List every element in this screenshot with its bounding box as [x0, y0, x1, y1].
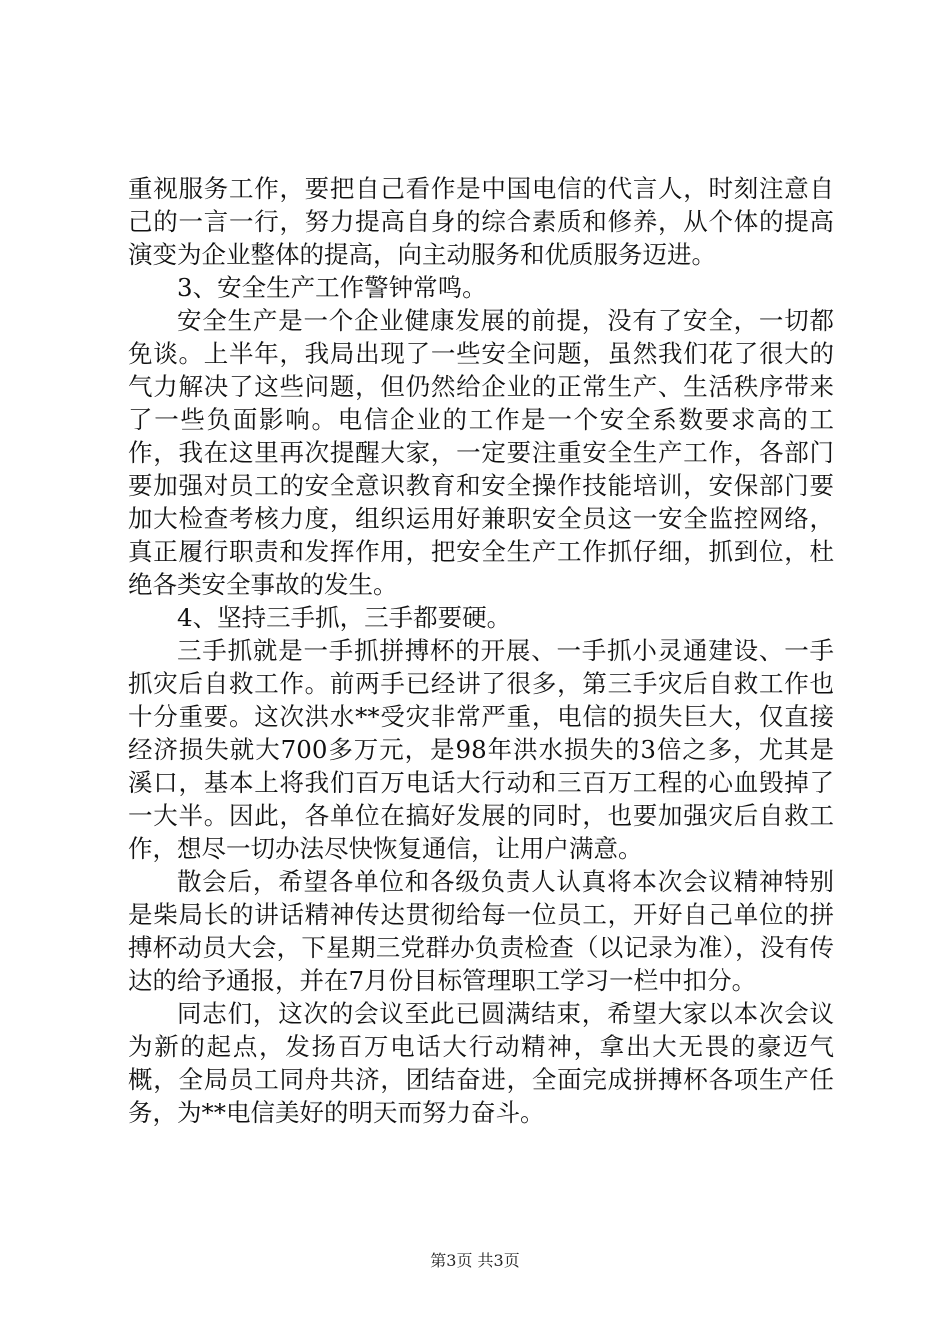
paragraph-three-hands: 三手抓就是一手抓拼搏杯的开展、一手抓小灵通建设、一手抓灾后自救工作。前两手已经讲了很多，第三手灾后自救工作也十分重要。这次洪水**受灾非常严重，电信的损失巨大，仅直接经济损失就大700多万元，是98年洪水损失的3倍之多，尤其是溪口，基本上将我们百万电话大行动和三百万工程的心血毁掉了一大半。因此，各单位在搞好发展的同时，也要加强灾后自救工作，想尽一切办法尽快恢复通信，让用户满意。 [128, 636, 834, 863]
paragraph-continued: 重视服务工作，要把自己看作是中国电信的代言人，时刻注意自己的一言一行，努力提高自身的综合素质和修养，从个体的提高演变为企业整体的提高，向主动服务和优质服务迈进。 [128, 174, 834, 269]
page-footer: 第3页 共3页 [430, 1251, 520, 1270]
document-body [128, 172, 834, 1129]
section-heading-4: 4、坚持三手抓，三手都要硬。 [177, 603, 512, 632]
paragraph-safety: 安全生产是一个企业健康发展的前提，没有了安全，一切都免谈。上半年，我局出现了一些安全问题，虽然我们花了很大的气力解决了这些问题，但仍然给企业的正常生产、生活秩序带来了一些负面影响。电信企业的工作是一个安全系数要求高的工作，我在这里再次提醒大家，一定要注重安全生产工作，各部门要加强对员工的安全意识教育和安全操作技能培训，安保部门要加大检查考核力度，组织运用好兼职安全员这一安全监控网络，真正履行职责和发挥作用，把安全生产工作抓仔细，抓到位，杜绝各类安全事故的发生。 [128, 306, 834, 599]
paragraph-after-meeting: 散会后，希望各单位和各级负责人认真将本次会议精神特别是柴局长的讲话精神传达贯彻给每一位员工，开好自己单位的拼搏杯动员大会，下星期三党群办负责检查（以记录为准），没有传达的给予通报，并在7月份目标管理职工学习一栏中扣分。 [128, 867, 834, 995]
section-heading-3: 3、安全生产工作警钟常鸣。 [177, 273, 487, 302]
paragraph-closing: 同志们，这次的会议至此已圆满结束，希望大家以本次会议为新的起点，发扬百万电话大行动精神，拿出大无畏的豪迈气概，全局员工同舟共济，团结奋进，全面完成拼搏杯各项生产任务，为**电信美好的明天而努力奋斗。 [128, 999, 834, 1127]
